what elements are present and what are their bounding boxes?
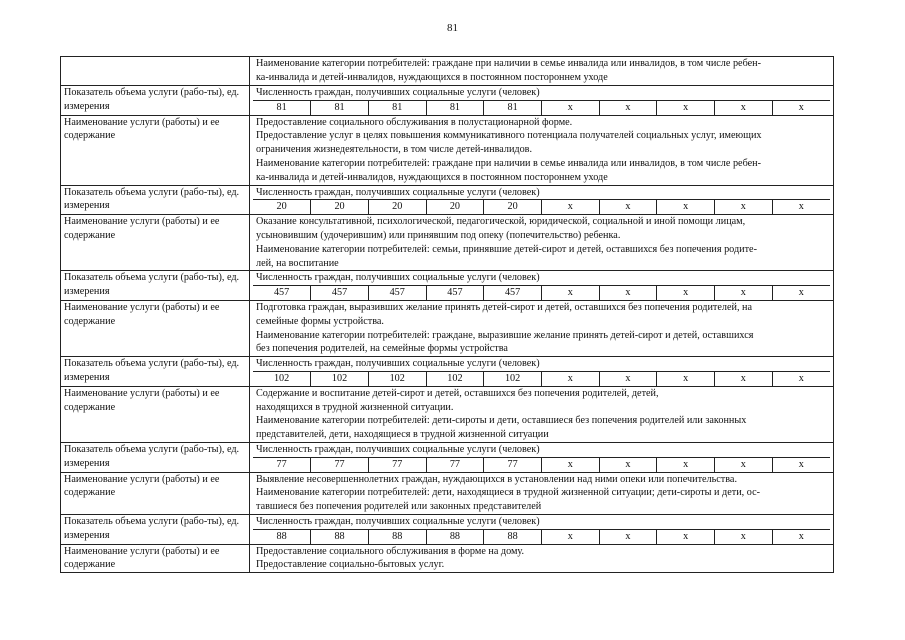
value-cell: 77 bbox=[276, 458, 287, 470]
value-cell: 457 bbox=[484, 286, 542, 300]
value-cell: 88 bbox=[484, 530, 542, 544]
service-line: Содержание и воспитание детей-сирот и детей, оставшихся без попечения родителей, детей, bbox=[256, 387, 659, 399]
empty-label-cell bbox=[61, 57, 250, 86]
service-label: Наименование услуги (работы) и ее содержание bbox=[61, 386, 250, 442]
value-cell: 102 bbox=[273, 372, 290, 384]
values-row bbox=[253, 101, 830, 115]
value-cell: x bbox=[541, 530, 599, 544]
indicator-label: Показатель объема услуги (рабо-ты), ед. измерения bbox=[61, 86, 250, 116]
value-cell: x bbox=[715, 286, 773, 300]
indicator-cell bbox=[250, 86, 834, 116]
value-cell: x bbox=[657, 200, 715, 214]
value-cell: x bbox=[772, 200, 830, 214]
indicator-label: Показатель объема услуги (рабо-ты), ед. измерения bbox=[61, 357, 250, 387]
service-line: Предоставление социального обслуживания в полустационарной форме. bbox=[256, 116, 573, 128]
values-row bbox=[253, 530, 830, 544]
table-row bbox=[61, 115, 834, 185]
value-cell: 457 bbox=[311, 286, 369, 300]
value-cell: 102 bbox=[368, 372, 426, 386]
value-cell: x bbox=[541, 458, 599, 472]
value-cell: 88 bbox=[311, 530, 369, 544]
value-cell: 77 bbox=[311, 458, 369, 472]
value-cell: x bbox=[715, 530, 773, 544]
service-description bbox=[250, 300, 834, 356]
value-cell: x bbox=[599, 372, 657, 386]
service-label: Наименование услуги (работы) и ее содержание bbox=[61, 472, 250, 514]
value-cell: x bbox=[657, 372, 715, 386]
service-label: Наименование услуги (работы) и ее содержание bbox=[61, 544, 250, 573]
service-label: Наименование услуги (работы) и ее содержание bbox=[61, 215, 250, 271]
table-row bbox=[61, 271, 834, 301]
service-description bbox=[250, 386, 834, 442]
table-row bbox=[61, 185, 834, 215]
value-cell: x bbox=[541, 101, 599, 115]
value-cell: 102 bbox=[484, 372, 542, 386]
category-line: Наименование категории потребителей: граждане при наличии в семье инвалида или инвалидов, в том числе ребен- bbox=[256, 58, 761, 69]
value-cell: 102 bbox=[311, 372, 369, 386]
indicator-cell bbox=[250, 185, 834, 215]
table-row bbox=[61, 215, 834, 271]
indicator-cell bbox=[250, 442, 834, 472]
value-cell: 457 bbox=[426, 286, 484, 300]
service-line: Наименование категории потребителей: граждане, выразившие желание принять детей-сирот и детей, оставшихся bbox=[256, 329, 754, 341]
service-line: без попечения родителей, на семейные формы устройства bbox=[256, 343, 508, 355]
category-line: ка-инвалида и детей-инвалидов, нуждающихся в постоянном постороннем уходе bbox=[256, 71, 608, 83]
indicator-label: Показатель объема услуги (рабо-ты), ед. измерения bbox=[61, 514, 250, 544]
service-line: Выявление несовершеннолетних граждан, нуждающихся в установлении над ними опеки или попечительства. bbox=[256, 473, 737, 485]
value-cell: x bbox=[715, 101, 773, 115]
value-cell: x bbox=[715, 372, 773, 386]
value-cell: x bbox=[772, 458, 830, 472]
value-cell: x bbox=[599, 530, 657, 544]
indicator-cell bbox=[250, 271, 834, 301]
table-row bbox=[61, 86, 834, 116]
value-cell: x bbox=[715, 458, 773, 472]
table-row bbox=[61, 57, 834, 86]
values-row bbox=[253, 458, 830, 472]
table-row bbox=[61, 300, 834, 356]
service-line: Наименование категории потребителей: дети-сироты и дети, оставшиеся без попечения родителей или законных bbox=[256, 415, 747, 427]
indicator-text: Численность граждан, получивших социальные услуги (человек) bbox=[253, 86, 830, 101]
service-line: Предоставление услуг в целях повышения коммуникативного потенциала получателей социальных услуг, имеющих bbox=[256, 130, 762, 142]
value-cell: x bbox=[772, 286, 830, 300]
table-row bbox=[61, 472, 834, 514]
value-cell: 102 bbox=[426, 372, 484, 386]
service-line: Предоставление социально-бытовых услуг. bbox=[256, 559, 445, 571]
indicator-text: Численность граждан, получивших социальные услуги (человек) bbox=[253, 271, 830, 286]
service-line: представителей, дети, находящиеся в трудной жизненной ситуации bbox=[256, 429, 549, 441]
value-cell: 81 bbox=[426, 101, 484, 115]
value-cell: x bbox=[599, 200, 657, 214]
table-row bbox=[61, 357, 834, 387]
indicator-text: Численность граждан, получивших социальные услуги (человек) bbox=[253, 515, 830, 530]
value-cell: x bbox=[715, 200, 773, 214]
value-cell: x bbox=[541, 372, 599, 386]
indicator-label: Показатель объема услуги (рабо-ты), ед. измерения bbox=[61, 271, 250, 301]
value-cell: 457 bbox=[368, 286, 426, 300]
service-line: семейные формы устройства. bbox=[256, 315, 384, 327]
services-table bbox=[60, 56, 834, 573]
value-cell: x bbox=[657, 530, 715, 544]
value-cell: x bbox=[657, 286, 715, 300]
service-description bbox=[250, 215, 834, 271]
value-cell: 88 bbox=[276, 530, 287, 542]
value-cell: 77 bbox=[426, 458, 484, 472]
value-cell: x bbox=[657, 458, 715, 472]
value-cell: x bbox=[599, 458, 657, 472]
value-cell: x bbox=[599, 101, 657, 115]
indicator-cell bbox=[250, 357, 834, 387]
category-cell bbox=[250, 57, 834, 86]
values-row bbox=[253, 200, 830, 214]
service-description bbox=[250, 544, 834, 573]
value-cell: x bbox=[599, 286, 657, 300]
service-line: ка-инвалида и детей-инвалидов, нуждающихся в постоянном постороннем уходе bbox=[256, 171, 608, 183]
indicator-text: Численность граждан, получивших социальные услуги (человек) bbox=[253, 357, 830, 372]
value-cell: 88 bbox=[426, 530, 484, 544]
service-description bbox=[250, 472, 834, 514]
service-line: ограничения жизнедеятельности, в том числе детей-инвалидов. bbox=[256, 144, 533, 156]
value-cell: x bbox=[657, 101, 715, 115]
value-cell: 20 bbox=[426, 200, 484, 214]
value-cell: 20 bbox=[368, 200, 426, 214]
indicator-label: Показатель объема услуги (рабо-ты), ед. измерения bbox=[61, 442, 250, 472]
value-cell: 77 bbox=[484, 458, 542, 472]
page-number: 81 bbox=[447, 22, 458, 34]
service-label: Наименование услуги (работы) и ее содержание bbox=[61, 115, 250, 185]
table-row bbox=[61, 514, 834, 544]
value-cell: 88 bbox=[368, 530, 426, 544]
service-line: Оказание консультативной, психологической, педагогической, юридической, социальной и иной помощи лицам, bbox=[256, 216, 746, 228]
value-cell: 77 bbox=[368, 458, 426, 472]
table-row bbox=[61, 544, 834, 573]
service-line: лей, на воспитание bbox=[256, 257, 339, 269]
value-cell: x bbox=[541, 286, 599, 300]
value-cell: 20 bbox=[276, 201, 287, 213]
indicator-cell bbox=[250, 514, 834, 544]
value-cell: x bbox=[772, 530, 830, 544]
service-line: Предоставление социального обслуживания в форме на дому. bbox=[256, 545, 525, 557]
indicator-label: Показатель объема услуги (рабо-ты), ед. измерения bbox=[61, 185, 250, 215]
value-cell: x bbox=[541, 200, 599, 214]
value-cell: 20 bbox=[311, 200, 369, 214]
value-cell: 20 bbox=[484, 200, 542, 214]
service-line: Наименование категории потребителей: семьи, принявшие детей-сирот и детей, оставшихся без попечения родите- bbox=[256, 243, 757, 255]
table-row bbox=[61, 386, 834, 442]
value-cell: 81 bbox=[276, 101, 287, 113]
service-line: Наименование категории потребителей: граждане при наличии в семье инвалида или инвалидов, в том числе ребен- bbox=[256, 157, 761, 169]
table-row bbox=[61, 442, 834, 472]
values-row bbox=[253, 372, 830, 386]
service-line: находящихся в трудной жизненной ситуации. bbox=[256, 401, 454, 413]
values-row bbox=[253, 286, 830, 300]
service-description bbox=[250, 115, 834, 185]
value-cell: x bbox=[772, 372, 830, 386]
value-cell: 81 bbox=[484, 101, 542, 115]
value-cell: 457 bbox=[273, 287, 290, 299]
indicator-text: Численность граждан, получивших социальные услуги (человек) bbox=[253, 186, 830, 201]
service-line: тавшиеся без попечения родителей или законных представителей bbox=[256, 501, 542, 513]
service-label: Наименование услуги (работы) и ее содержание bbox=[61, 300, 250, 356]
service-line: усыновившим (удочерившим) или принявшим под опеку (попечительство) ребенка. bbox=[256, 229, 621, 241]
value-cell: x bbox=[772, 101, 830, 115]
indicator-text: Численность граждан, получивших социальные услуги (человек) bbox=[253, 443, 830, 458]
value-cell: 81 bbox=[368, 101, 426, 115]
service-line: Наименование категории потребителей: дети, находящиеся в трудной жизненной ситуации; дети-сироты и дети, ос- bbox=[256, 487, 761, 499]
service-line: Подготовка граждан, выразивших желание принять детей-сирот и детей, оставшихся без попечения родителей, на bbox=[256, 301, 753, 313]
value-cell: 81 bbox=[311, 101, 369, 115]
